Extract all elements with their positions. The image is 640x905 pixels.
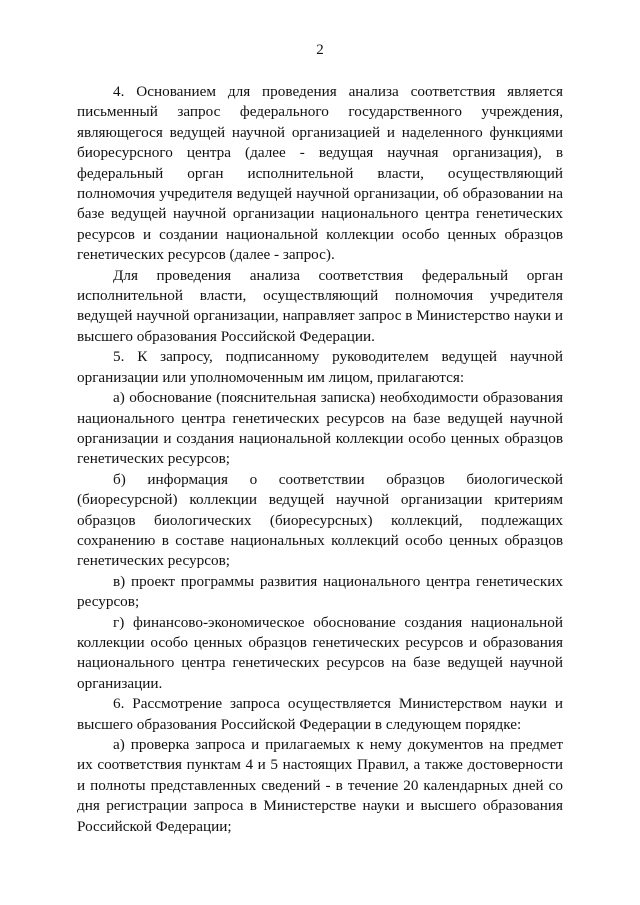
paragraph-item-4: 4. Основанием для проведения анализа соответствия является письменный запрос федерального государственного учреждения, являющегося ведущей научной организацией и наделенного функциями биоресурсного центра (далее - ведущая научная организация), в федеральный орган исполнительной власти, осуществляющий полномочия учредителя ведущей научной организации, об образовании на базе ведущей научной организации национального центра генетических ресурсов и создании национальной коллекции особо ценных образцов генетических ресурсов (далее - запрос). xyxy=(77,83,563,264)
paragraph-item-5v: в) проект программы развития национального центра генетических ресурсов; xyxy=(77,572,563,611)
paragraph-item-6: 6. Рассмотрение запроса осуществляется Министерством науки и высшего образования Российской Федерации в следующем порядке: xyxy=(77,695,563,733)
document-body xyxy=(77,82,563,837)
paragraph-item-5a: а) обоснование (пояснительная записка) необходимости образования национального центра генетических ресурсов на базе ведущей научной организации и создания национальной коллекции особо ценных образцов генетических ресурсов; xyxy=(77,389,563,468)
paragraph-item-6a: а) проверка запроса и прилагаемых к нему документов на предмет их соответствия пунктам 4 и 5 настоящих Правил, а также достоверности и полноты представленных сведений - в течение 20 календарных дней со дня регистрации запроса в Министерстве науки и высшего образования Российской Федерации; xyxy=(77,736,563,835)
paragraph-item-5b: б) информация о соответствии образцов биологической (биоресурсной) коллекции ведущей научной организации критериям образцов биологических (биоресурсных) коллекций, подлежащих сохранению в составе национальных коллекций особо ценных образцов генетических ресурсов; xyxy=(77,470,563,570)
paragraph-item-5g: г) финансово-экономическое обоснование создания национальной коллекции особо ценных образцов генетических ресурсов и образования национального центра генетических ресурсов на базе ведущей научной организации. xyxy=(77,613,563,692)
paragraph-request-routing: Для проведения анализа соответствия федеральный орган исполнительной власти, осуществляющий полномочия учредителя ведущей научной организации, направляет запрос в Министерство науки и высшего образования Российской Федерации. xyxy=(77,266,563,345)
paragraph-item-5: 5. К запросу, подписанному руководителем ведущей научной организации или уполномоченным им лицом, прилагаются: xyxy=(77,348,563,386)
page-number: 2 xyxy=(316,42,324,58)
